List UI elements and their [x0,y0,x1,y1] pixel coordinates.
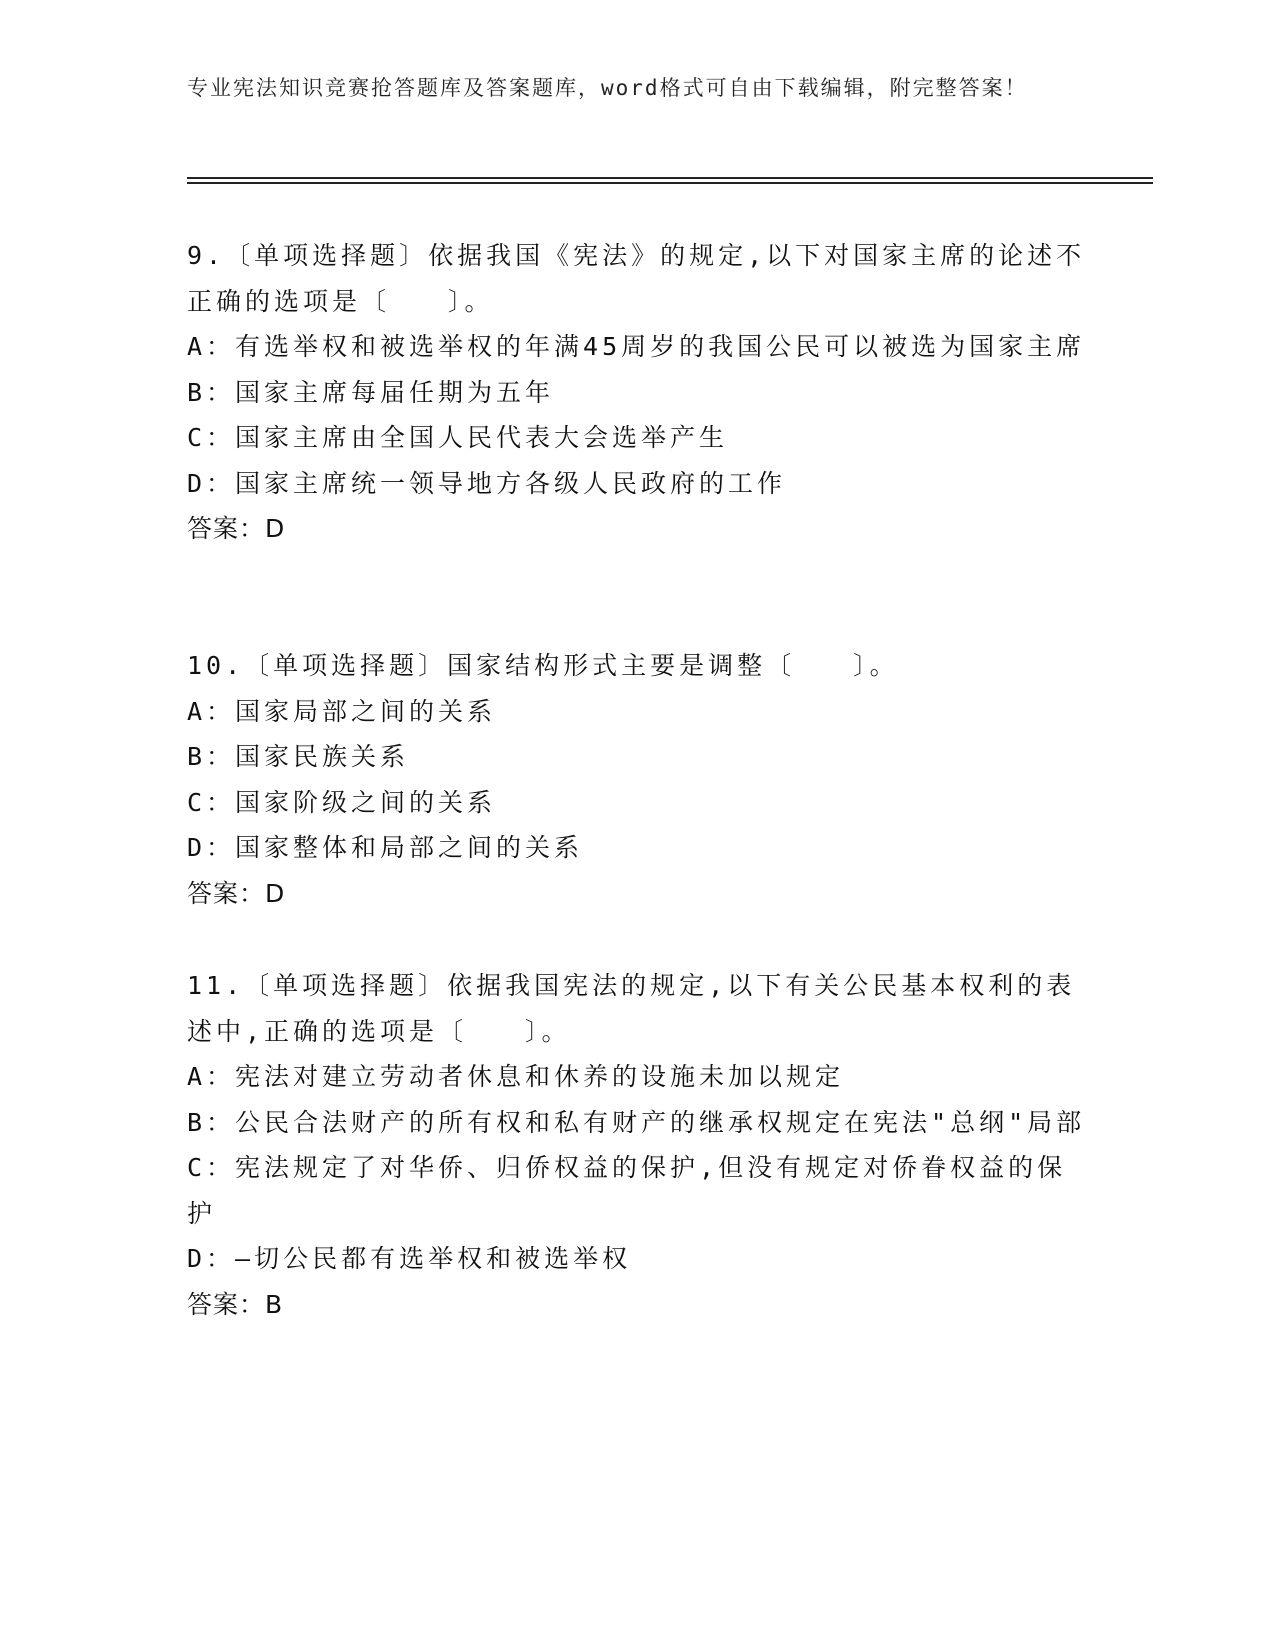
question-stem: 9.〔单项选择题〕依据我国《宪法》的规定,以下对国家主席的论述不正确的选项是〔 〕。 [187,241,1086,316]
option-d: D：国家主席统一领导地方各级人民政府的工作 [187,468,787,498]
header-divider-bottom [187,182,1153,184]
question-10 [187,643,1087,916]
option-d: D：国家整体和局部之间的关系 [187,833,584,862]
answer-line: 答案：D [187,878,286,908]
answer-line: 答案：B [187,1289,284,1319]
option-d: D：—切公民都有选举权和被选举权 [187,1244,632,1273]
option-c: C：宪法规定了对华侨、归侨权益的保护,但没有规定对侨眷权益的保护 [187,1153,1067,1228]
option-a: A：国家局部之间的关系 [187,696,497,726]
header-divider-top [187,177,1153,179]
option-b: B：国家民族关系 [187,742,410,771]
question-9 [187,233,1087,552]
option-b: B：国家主席每届任期为五年 [187,377,555,407]
question-11 [187,963,1087,1327]
option-a: A：宪法对建立劳动者休息和休养的设施未加以规定 [187,1062,845,1091]
option-c: C：国家阶级之间的关系 [187,787,497,817]
option-b: B：公民合法财产的所有权和私有财产的继承权规定在宪法"总纲"局部 [187,1107,1086,1137]
answer-line: 答案：D [187,514,286,543]
document-header: 专业宪法知识竞赛抢答题库及答案题库，word格式可自由下载编辑，附完整答案！ [187,76,1028,100]
option-c: C：国家主席由全国人民代表大会选举产生 [187,423,729,452]
option-a: A：有选举权和被选举权的年满45周岁的我国公民可以被选为国家主席 [187,332,1086,361]
question-stem: 10.〔单项选择题〕国家结构形式主要是调整〔 〕。 [187,651,899,680]
question-stem: 11.〔单项选择题〕依据我国宪法的规定,以下有关公民基本权利的表述中,正确的选项是〔 〕。 [187,971,1076,1046]
